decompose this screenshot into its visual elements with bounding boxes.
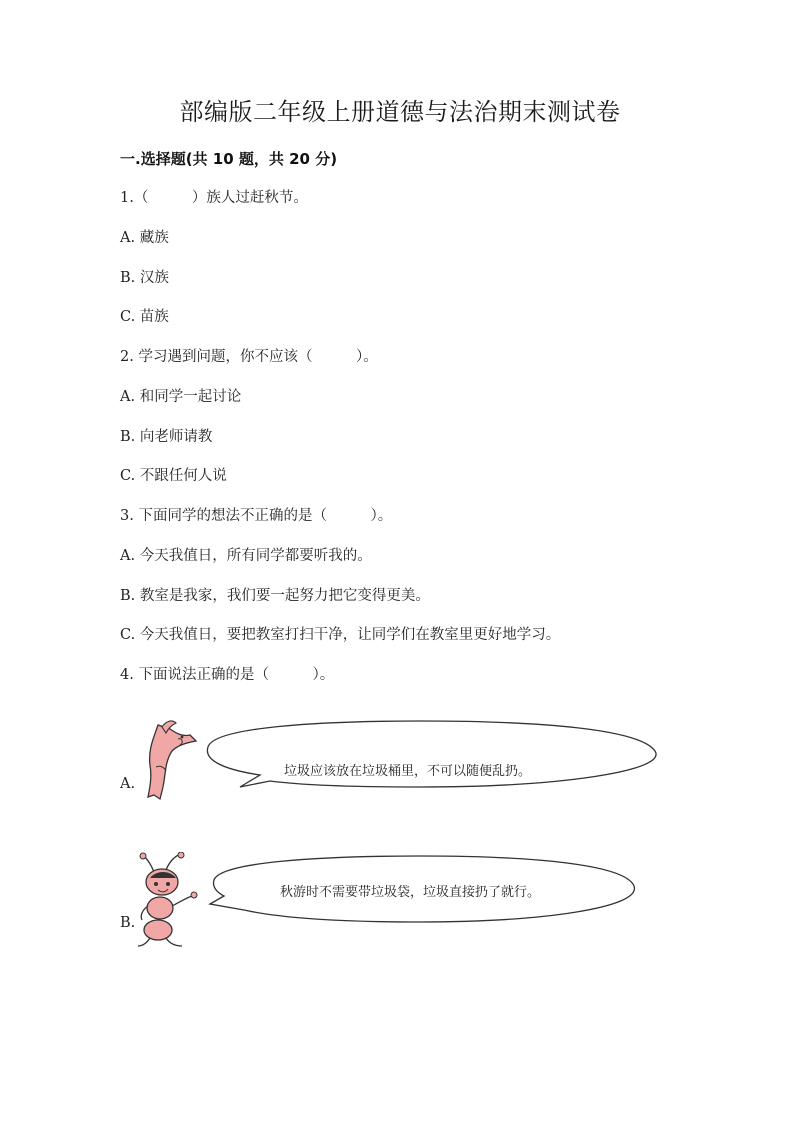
page-title: 部编版二年级上册道德与法治期末测试卷 [179, 98, 621, 126]
question-3-option-b: B. 教室是我家，我们要一起努力把它变得更美。 [120, 588, 430, 604]
dolphin-illustration [120, 715, 660, 805]
dolphin-icon [148, 725, 196, 799]
question-1-stem: 1.（ ）族人过赶秋节。 [120, 190, 308, 206]
question-2-option-b: B. 向老师请教 [120, 429, 213, 445]
question-4-option-a-label: A. [120, 776, 136, 792]
question-4-option-b-label: B. [120, 915, 136, 931]
question-4-option-b-speech: 秋游时不需要带垃圾袋，垃圾直接扔了就行。 [280, 885, 541, 900]
question-3-option-c: C. 今天我值日，要把教室打扫干净，让同学们在教室里更好地学习。 [120, 627, 561, 643]
question-3-option-a: A. 今天我值日，所有同学都要听我的。 [120, 548, 372, 564]
question-3-stem: 3. 下面同学的想法不正确的是（ ）。 [120, 508, 393, 524]
section-heading: 一.选择题(共 10 题，共 20 分) [120, 150, 338, 168]
question-1-option-a: A. 藏族 [120, 230, 169, 246]
question-1-option-b: B. 汉族 [120, 270, 169, 286]
question-4-stem: 4. 下面说法正确的是（ ）。 [120, 667, 335, 683]
question-2-option-a: A. 和同学一起讨论 [120, 389, 242, 405]
question-1-option-c: C. 苗族 [120, 309, 169, 325]
question-4-option-a-speech: 垃圾应该放在垃圾桶里，不可以随便乱扔。 [284, 764, 532, 779]
ant-illustration [120, 852, 640, 952]
question-4-option-b [120, 852, 640, 952]
question-2-option-c: C. 不跟任何人说 [120, 468, 227, 484]
question-2-stem: 2. 学习遇到问题，你不应该（ ）。 [120, 349, 378, 365]
question-4-option-a [120, 715, 660, 805]
